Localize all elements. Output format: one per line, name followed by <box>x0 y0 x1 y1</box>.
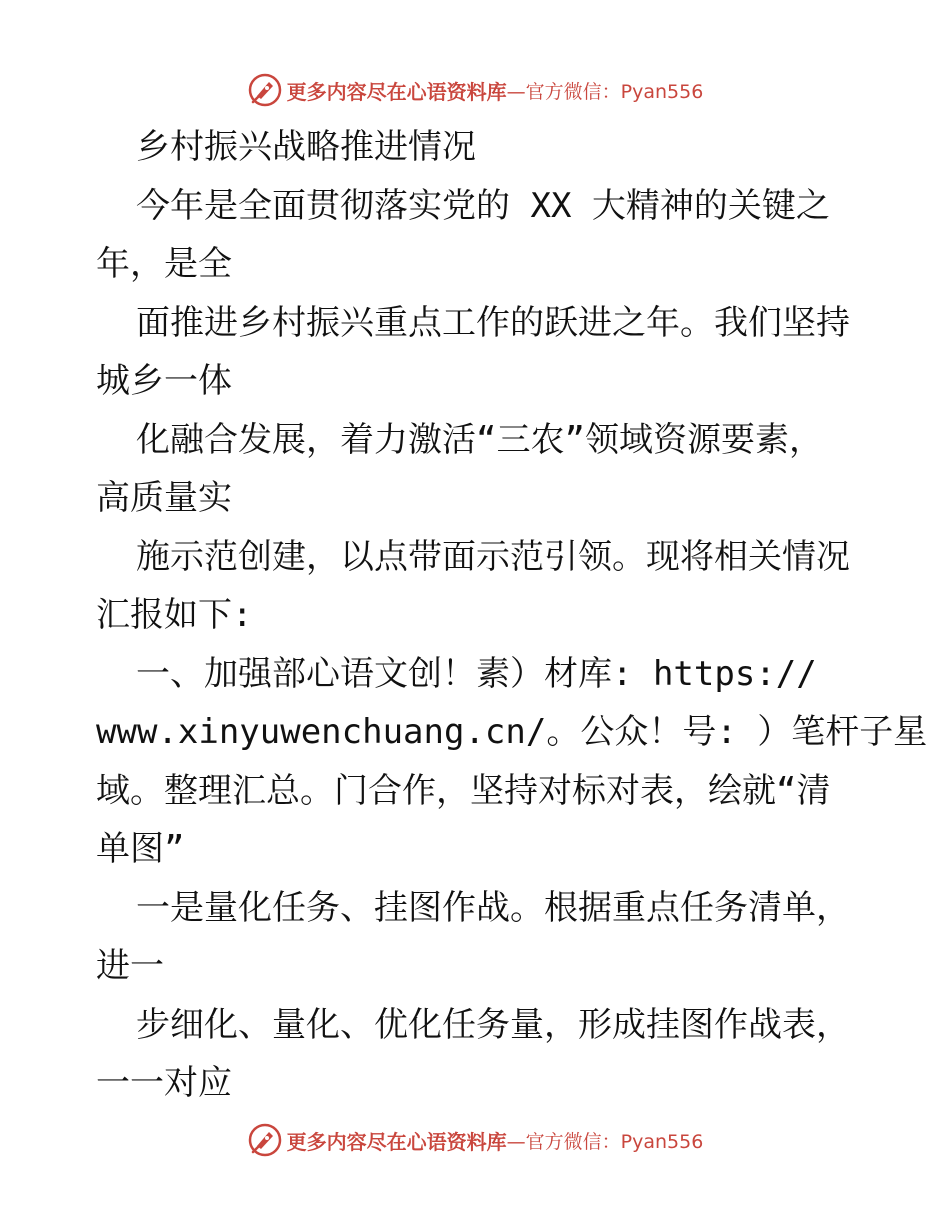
paragraph-line: 今年是全面贯彻落实党的 XX 大精神的关键之 <box>136 185 830 226</box>
document-body <box>96 118 928 1113</box>
document-title: 乡村振兴战略推进情况 <box>136 127 476 167</box>
paragraph-line: 进一 <box>96 946 164 986</box>
paragraph-line: 年，是全 <box>96 244 232 284</box>
watermark-sub-text: —官方微信：Pyan556 <box>506 80 704 103</box>
paragraph-line: 一是量化任务、挂图作战。根据重点任务清单， <box>136 887 850 928</box>
footer-watermark <box>0 1120 950 1160</box>
paragraph-line: 城乡一体 <box>96 361 232 401</box>
paragraph-line: 域。整理汇总。门合作，坚持对标对表，绘就“清 <box>96 770 831 811</box>
watermark-sub-text: —官方微信：Pyan556 <box>506 1130 704 1153</box>
paragraph-line: 步细化、量化、优化任务量，形成挂图作战表， <box>136 1004 850 1045</box>
pen-nib-circle-icon <box>247 72 283 108</box>
watermark-main-text: 更多内容尽在心语资料库 <box>286 79 507 104</box>
paragraph-line: 单图” <box>96 829 185 869</box>
pen-nib-circle-icon <box>247 1122 283 1158</box>
paragraph-line: 化融合发展，着力激活“三农”领域资源要素， <box>136 419 823 460</box>
paragraph-line: 施示范创建，以点带面示范引领。现将相关情况 <box>136 536 850 577</box>
paragraph-line: www.xinyuwenchuang.cn/。公众！号: ）笔杆子星 <box>96 712 928 752</box>
section-heading-line: 一、加强部心语文创！素）材库: https:// <box>136 653 817 694</box>
paragraph-line: 高质量实 <box>96 478 232 518</box>
paragraph-line: 面推进乡村振兴重点工作的跃进之年。我们坚持 <box>136 302 850 343</box>
paragraph-line: 汇报如下: <box>96 595 253 635</box>
header-watermark <box>0 70 950 110</box>
watermark-main-text: 更多内容尽在心语资料库 <box>286 1129 507 1154</box>
paragraph-line: 一一对应 <box>96 1063 232 1103</box>
